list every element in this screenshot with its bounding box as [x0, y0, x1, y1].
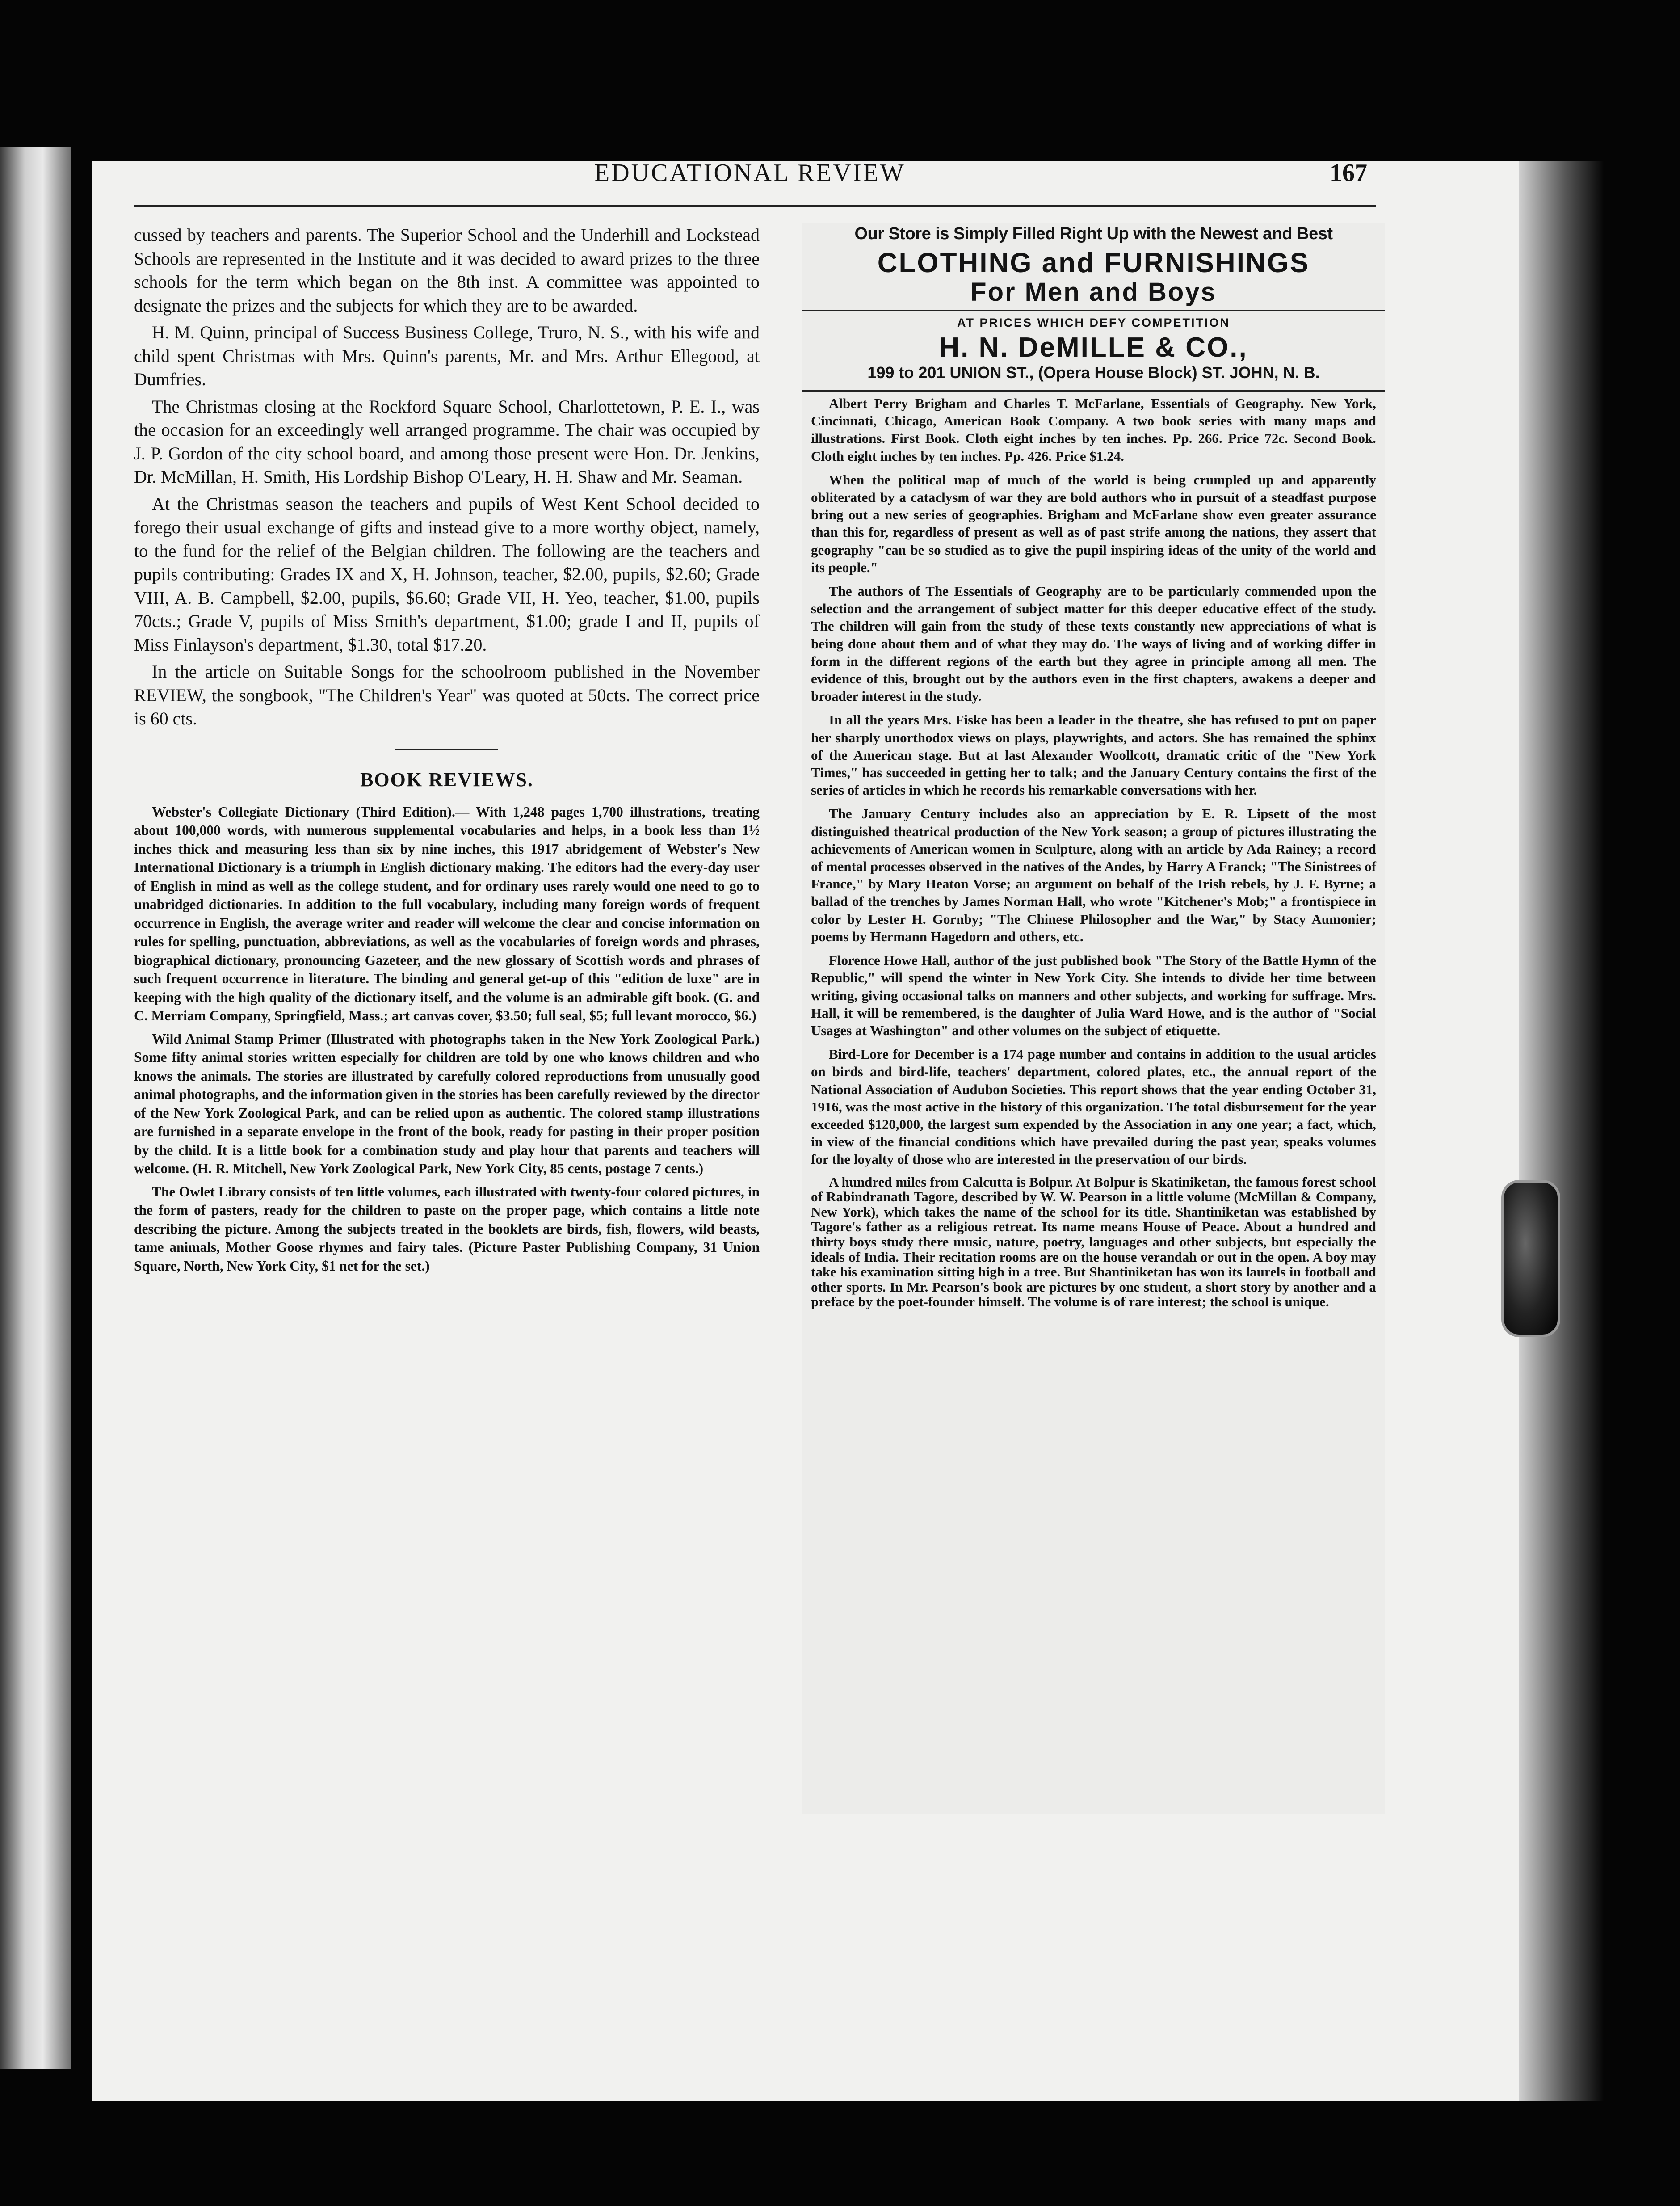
- page-header: [134, 159, 1376, 199]
- book-review: The Owlet Library consists of ten little volumes, each illustrated with twenty-four colored pictures, in the form of pasters, ready for the children to paste on the proper page, which contains a little note describing the picture. Among the subjects treated in the booklets are birds, fish, flowers, wild beasts, tame animals, Mother Goose rhymes and fairy tales. (Picture Paster Publishing Company, 31 Union Square, North, New York City, $1 net for the set.): [134, 1183, 760, 1274]
- review-paragraph: Florence Howe Hall, author of the just published book "The Story of the Battle Hymn of the Republic," will spend the winter in New York City. She intends to divide her time between writing, giving occasional talks on manners and other subjects, and working for suffrage. Mrs. Hall, it will be remembered, is the daughter of Julia Ward Howe, and is the author of "Social Usages at Washington" and other volumes on the subject of etiquette.: [811, 952, 1376, 1038]
- page-gutter-shadow: [1519, 161, 1604, 2101]
- book-review: Webster's Collegiate Dictionary (Third Edition).— With 1,248 pages 1,700 illustrations, treating about 100,000 words, with numerous supplemental vocabularies and helps, in a book less than 1½ inches thick and measuring less than six by nine inches, this 1917 abridgement of Webster's New International Dictionary is a triumph in English dictionary making. The editors had the every-day user of English in mind as well as the college student, and for ordinary uses rarely would one need to go to unabridged dictionaries. In addition to the full vocabulary, including many foreign words of frequent occurrence in English, the average writer and reader will welcome the clear and concise information on rules for spelling, punctuation, abbreviations, as well as the vocabularies of foreign words and phrases, biographical dictionary, pronouncing Gazeteer, and the new glossary of Scottish words and phrases of such frequent occurrence in literature. The binding and general get-up of this "edition de luxe" are in keeping with the high quality of the dictionary itself, and the volume is an admirable gift book. (G. and C. Merriam Company, Springfield, Mass.; art canvas cover, $3.50; full seal, $5; full levant morocco, $6.): [134, 804, 760, 1023]
- section-divider: [395, 749, 498, 750]
- review-paragraph: A hundred miles from Calcutta is Bolpur. At Bolpur is Skatiniketan, the famous forest school of Rabindranath Tagore, described by W. W. Pearson in a little volume (McMillan & Company, New York), which takes the name of the school for its title. Shantiniketan was established by Tagore's father as a religious retreat. Its name means House of Peace. About a hundred and thirty boys study there music, nature, poetry, languages and other subjects, but especially the ideals of India. Their recitation rooms are on the house verandah or out in the open. A boy may take his examination sitting high in a tree. But Shantiniketan has won its laurels in football and other sports. In Mr. Pearson's book are pictures by one student, a short story by another and a preface by the poet-founder himself. The volume is of rare interest; the school is unique.: [811, 1174, 1376, 1310]
- news-paragraph: In the article on Suitable Songs for the schoolroom published in the November REVIEW, the songbook, "The Children's Year" was quoted at 50cts. The correct price is 60 cts.: [134, 661, 760, 728]
- header-rule: [134, 205, 1376, 207]
- advertisement: [802, 223, 1385, 392]
- running-head: EDUCATIONAL REVIEW: [594, 159, 906, 187]
- news-paragraph: cussed by teachers and parents. The Superior School and the Underhill and Lockstead Schools are represented in the Institute and it was decided to award prizes to the three schools for the term which began on the 8th inst. A committee was appointed to designate the prizes and the subjects for which they are to be awarded.: [134, 225, 760, 316]
- book-review: Wild Animal Stamp Primer (Illustrated with photographs taken in the New York Zoological Park.) Some fifty animal stories written especially for children are told by one who knows children and who knows the animals. The stories are illustrated by carefully colored reproductions from unusually good animal photographs, and the information given in the stories has been carefully reviewed by the director of the New York Zoological Park, and can be relied upon as authentic. The colored stamp illustrations are furnished in a separate envelope in the front of the book, ready for pasting in their proper position by the child. It is a little book for a combination study and play hour that parents and teachers will welcome. (H. R. Mitchell, New York Zoological Park, New York City, 85 cents, postage 7 cents.): [134, 1031, 760, 1176]
- ad-rule: [802, 390, 1385, 392]
- ad-rule: [802, 310, 1385, 311]
- news-paragraph: The Christmas closing at the Rockford Square School, Charlottetown, P. E. I., was the occasion for an exceedingly well arranged programme. The chair was occupied by J. P. Gordon of the city school board, and among those present were Hon. Dr. Jenkins, Dr. McMillan, H. Smith, His Lordship Bishop O'Leary, H. H. Shaw and Mr. Seaman.: [134, 396, 760, 487]
- right-column-text: [802, 395, 1385, 1309]
- review-paragraph: In all the years Mrs. Fiske has been a leader in the theatre, she has refused to put on paper her sharply unorthodox views on plays, playwrights, and actors. She has remained the sphinx of the American stage. But at last Alexander Woollcott, dramatic critic of the "New York Times," has succeeded in getting her to talk; and the January Century contains the first of the series of articles in which he records his remarkable conversations with her.: [811, 712, 1376, 798]
- page-number: 167: [1330, 159, 1367, 187]
- right-column: [802, 223, 1385, 1814]
- review-paragraph: Bird-Lore for December is a 174 page number and contains in addition to the usual articles on birds and bird-life, teachers' department, colored plates, etc., the annual report of the National Association of Audubon Societies. This report shows that the year ending October 31, 1916, was the most active in the history of this organization. The total disbursement for the year exceeded $120,000, the largest sum expended by the Association in any one year; a fact, which, in view of the financial conditions which have prevailed during the past year, speaks volumes for the loyalty of those who are interested in the preservation of our birds.: [811, 1046, 1376, 1167]
- review-paragraph: When the political map of much of the world is being crumpled up and apparently obliterated by a cataclysm of war they are bold authors who in pursuit of a steadfast purpose bring out a new series of geographies. Brigham and McFarlane show even greater assurance than this for, regardless of present as well as of past strife among the nations, they assert that geography "can be so studied as to give the pupil inspiring ideas of the unity of the world and its people.": [811, 472, 1376, 575]
- ad-headline: CLOTHING and FURNISHINGS: [877, 248, 1310, 278]
- left-column: [134, 223, 760, 1877]
- news-paragraph: H. M. Quinn, principal of Success Business College, Truro, N. S., with his wife and child spent Christmas with Mrs. Quinn's parents, Mr. and Mrs. Arthur Ellegood, at Dumfries.: [134, 322, 760, 389]
- ad-subheadline: For Men and Boys: [970, 278, 1217, 307]
- ad-company-name: H. N. DeMILLE & CO.,: [939, 332, 1248, 363]
- ad-tagline: Our Store is Simply Filled Right Up with the Newest and Best: [854, 224, 1333, 243]
- ad-address: 199 to 201 UNION ST., (Opera House Block) ST. JOHN, N. B.: [867, 363, 1320, 382]
- review-paragraph: Albert Perry Brigham and Charles T. McFarlane, Essentials of Geography. New York, Cincinnati, Chicago, American Book Company. A two book series with many maps and illustrations. First Book. Cloth eight inches by ten inches. Pp. 266. Price 72c. Second Book. Cloth eight inches by ten inches. Pp. 426. Price $1.24.: [811, 396, 1376, 464]
- facing-page-edge: [0, 147, 71, 2069]
- news-paragraph: At the Christmas season the teachers and pupils of West Kent School decided to forego their usual exchange of gifts and instead give to a more worthy object, namely, to the fund for the relief of the Belgian children. The following are the teachers and pupils contributing: Grades IX and X, H. Johnson, teacher, $2.00, pupils, $2.60; Grade VIII, A. B. Campbell, $2.00, pupils, $6.60; Grade VII, H. Yeo, teacher, $1.00, pupils 70cts.; Grade V, pupils of Miss Smith's department, $1.00; grade I and II, pupils of Miss Finlayson's department, $1.30, total $17.20.: [134, 493, 760, 655]
- review-paragraph: The January Century includes also an appreciation by E. R. Lipsett of the most distinguished theatrical production of the New York season; a group of pictures illustrating the achievements of American women in Sculpture, along with an article by Ada Rainey; a record of mental processes observed in the natives of the Andes, by Harry A Franck; "The Sinistrees of France," by Mary Heaton Vorse; an argument on behalf of the Irish rebels, by J. F. Byrne; a ballad of the trenches by James Norman Hall, who wrote "Kitchener's Mob;" a frontispiece in color by Lester H. Gornby; "The Chinese Philosopher and the War," by Stacy Aumonier; poems by Hermann Hagedorn and others, etc.: [811, 806, 1376, 944]
- ad-slogan: AT PRICES WHICH DEFY COMPETITION: [957, 316, 1231, 329]
- scanner-clip: [1501, 1180, 1560, 1337]
- section-title: BOOK REVIEWS.: [360, 768, 533, 791]
- review-paragraph: The authors of The Essentials of Geography are to be particularly commended upon the selection and the arrangement of subject matter for this deeper educative effect of the study. The children will gain from the study of these texts constantly new appreciations of what is being done about them and of what they may do. The ways of living and of working differ in form in the different regions of the earth but they agree in principle among all men. The evidence of this, brought out by the authors even in the first chapters, awakens a deeper and broader interest in the study.: [811, 583, 1376, 704]
